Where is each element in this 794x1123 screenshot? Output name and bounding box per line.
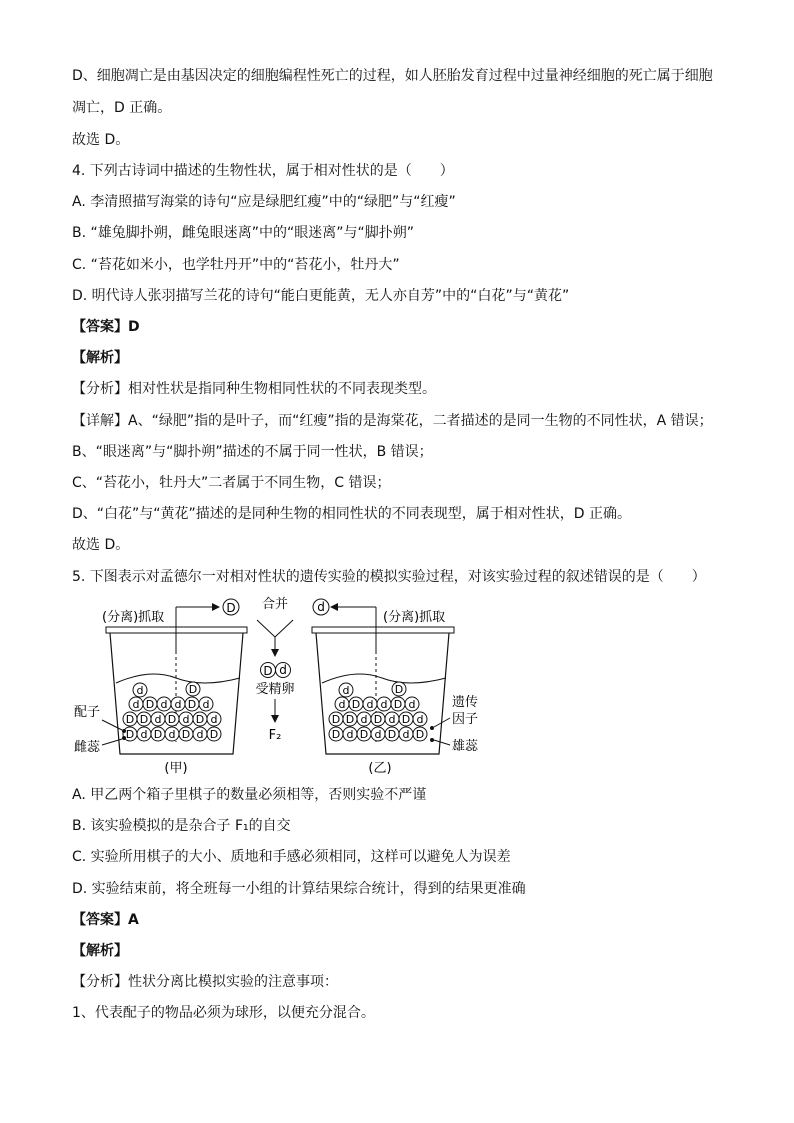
- chess-piece-letter: D: [345, 713, 355, 726]
- svg-text:D: D: [263, 664, 273, 678]
- text-line: D、细胞凋亡是由基因决定的细胞编程性死亡的过程，如人胚胎发育过程中过量神经细胞的死亡属于细胞: [72, 68, 713, 84]
- chess-piece-letter: d: [366, 698, 374, 711]
- simulation-experiment-figure: [60, 592, 500, 778]
- chess-piece-letter: d: [346, 728, 354, 741]
- caption-jia: (甲): [164, 761, 188, 776]
- gene-label-1: 遗传: [452, 695, 479, 710]
- balls-jia: [123, 682, 221, 741]
- q5-option-a: A. 甲乙两个箱子里棋子的数量必须相等，否则实验不严谨: [72, 787, 427, 803]
- chess-piece-letter: D: [125, 713, 135, 726]
- chess-piece-letter: d: [416, 713, 424, 726]
- chess-piece-letter: D: [167, 713, 177, 726]
- chess-piece-letter: D: [125, 728, 135, 741]
- chess-piece-letter: D: [415, 728, 425, 741]
- answer-label: 【答案】D: [72, 319, 140, 335]
- analysis-label: 【解析】: [72, 350, 128, 366]
- chess-piece-letter: D: [401, 713, 411, 726]
- chess-piece-letter: d: [408, 698, 416, 711]
- question-4-stem: 4. 下列古诗词中描述的生物性状，属于相对性状的是（ ）: [72, 163, 454, 179]
- stamen-label: 雄蕊: [452, 739, 479, 754]
- question-5-stem: 5. 下图表示对孟德尔一对相对性状的遗传实验的模拟实验过程，对该实验过程的叙述错误的是（ ）: [72, 569, 706, 585]
- chess-piece-letter: d: [168, 728, 176, 741]
- detail-text: D、“白花”与“黄花”描述的是同种生物的相同性状的不同表现型，属于相对性状，D 正确。: [72, 506, 632, 522]
- chess-piece-letter: D: [145, 698, 155, 711]
- chess-piece-letter: D: [331, 713, 341, 726]
- option-b: B. “雄兔脚扑朔，雌兔眼迷离”中的“眼迷离”与“脚扑朔”: [72, 225, 415, 241]
- chess-piece-letter: D: [209, 728, 219, 741]
- chess-piece-letter: D: [393, 698, 403, 711]
- option-d: D. 明代诗人张羽描写兰花的诗句“能白更能黄，无人亦自芳”中的“白花”与“黄花”: [72, 288, 570, 304]
- note-text: 1、代表配子的物品必须为球形，以便充分混合。: [72, 1005, 375, 1021]
- detail-text: 【详解】A、“绿肥”指的是叶子，而“红瘦”指的是海棠花，二者描述的是同一生物的不同性状，A 错误；: [72, 413, 713, 429]
- chess-piece-letter: D: [181, 728, 191, 741]
- svg-text:D: D: [226, 601, 236, 615]
- chess-piece-letter: D: [331, 728, 341, 741]
- chess-piece-letter: d: [342, 684, 350, 697]
- chess-piece-letter: D: [351, 698, 361, 711]
- detail-text: B、“眼迷离”与“脚扑朔”描述的不属于同一性状，B 错误；: [72, 444, 433, 460]
- chess-piece-letter: D: [394, 683, 404, 696]
- chess-piece-letter: d: [182, 713, 190, 726]
- option-a: A. 李清照描写海棠的诗句“应是绿肥红瘦”中的“绿肥”与“红瘦”: [72, 194, 456, 210]
- chess-piece-letter: D: [387, 728, 397, 741]
- chess-piece-letter: d: [402, 728, 410, 741]
- text-line: 故选 D。: [72, 132, 130, 148]
- chess-piece-letter: d: [388, 713, 396, 726]
- chess-piece-letter: d: [380, 698, 388, 711]
- text-line: 凋亡，D 正确。: [72, 100, 172, 116]
- detail-text: C、“苔花小，牡丹大”二者属于不同生物，C 错误；: [72, 475, 391, 491]
- q5-option-d: D. 实验结束前，将全班每一小组的计算结果综合统计，得到的结果更准确: [72, 881, 526, 897]
- analysis-text: 【分析】相对性状是指同种生物相同性状的不同表现类型。: [72, 381, 436, 397]
- analysis-text: 【分析】性状分离比模拟实验的注意事项：: [72, 974, 338, 990]
- chess-piece-letter: d: [174, 698, 182, 711]
- svg-text:d: d: [279, 663, 287, 677]
- chess-piece-letter: d: [136, 684, 144, 697]
- chess-piece-letter: d: [360, 713, 368, 726]
- balls-yi: [329, 682, 427, 741]
- left-grab-label: (分离)抓取: [102, 610, 165, 625]
- chess-piece-letter: d: [374, 728, 382, 741]
- chess-piece-letter: D: [188, 683, 198, 696]
- gamete-label: 配子: [74, 705, 101, 720]
- analysis-label: 【解析】: [72, 943, 128, 959]
- text-line: 故选 D。: [72, 537, 130, 553]
- chess-piece-letter: D: [187, 698, 197, 711]
- option-c: C. “苔花如米小，也学牡丹开”中的“苔花小，牡丹大”: [72, 257, 400, 273]
- caption-yi: (乙): [368, 761, 392, 776]
- pistil-label: 雌蕊: [74, 740, 101, 755]
- answer-label: 【答案】A: [72, 912, 139, 928]
- chess-piece-letter: d: [338, 698, 346, 711]
- merge-label: 合并: [261, 597, 289, 612]
- chess-piece-letter: D: [153, 728, 163, 741]
- gene-label-2: 因子: [452, 712, 479, 727]
- chess-piece-letter: d: [132, 698, 140, 711]
- right-grab-label: (分离)抓取: [383, 610, 446, 625]
- chess-piece-letter: d: [196, 728, 204, 741]
- chess-piece-letter: d: [140, 728, 148, 741]
- q5-option-b: B. 该实验模拟的是杂合子 F₁的自交: [72, 818, 291, 834]
- chess-piece-letter: D: [195, 713, 205, 726]
- f2-label: F₂: [268, 728, 282, 743]
- q5-option-c: C. 实验所用棋子的大小、质地和手感必须相同，这样可以避免人为误差: [72, 849, 511, 865]
- chess-piece-letter: D: [139, 713, 149, 726]
- fertilized-egg-label: 受精卵: [255, 682, 295, 697]
- chess-piece-letter: d: [154, 713, 162, 726]
- svg-text:d: d: [317, 600, 325, 614]
- chess-piece-letter: d: [160, 698, 168, 711]
- chess-piece-letter: D: [373, 713, 383, 726]
- chess-piece-letter: d: [202, 698, 210, 711]
- chess-piece-letter: D: [359, 728, 369, 741]
- chess-piece-letter: d: [210, 713, 218, 726]
